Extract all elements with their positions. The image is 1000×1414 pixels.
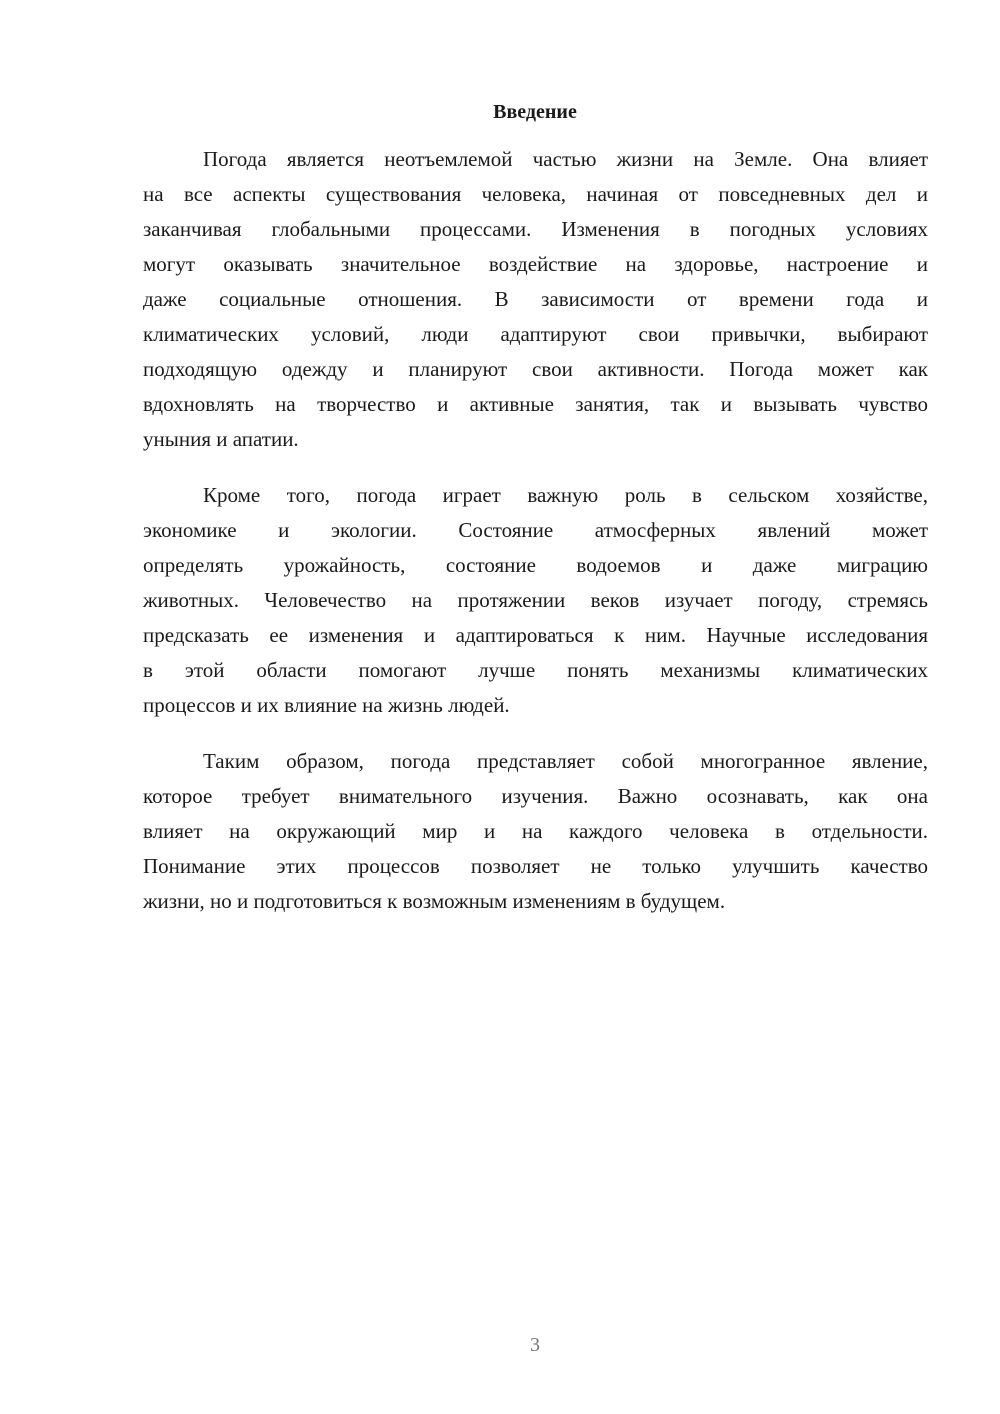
text-line: подходящую одежду и планируют свои активности. Погода может как (143, 357, 928, 381)
text-line: Погода является неотъемлемой частью жизни на Земле. Она влияет (203, 147, 928, 171)
text-line: могут оказывать значительное воздействие на здоровье, настроение и (143, 252, 928, 276)
page-number: 3 (530, 1334, 540, 1356)
text-line: процессов и их влияние на жизнь людей. (143, 693, 510, 717)
text-line: вдохновлять на творчество и активные занятия, так и вызывать чувство (143, 392, 928, 416)
text-line: влияет на окружающий мир и на каждого человека в отдельности. (143, 819, 928, 843)
document-body (143, 142, 928, 919)
text-line: на все аспекты существования человека, начиная от повседневных дел и (143, 182, 928, 206)
paragraph (143, 478, 928, 723)
paragraph (143, 142, 928, 457)
text-line: которое требует внимательного изучения. Важно осознавать, как она (143, 784, 928, 808)
text-line: экономике и экологии. Состояние атмосферных явлений может (143, 518, 928, 542)
text-line: уныния и апатии. (143, 427, 299, 451)
text-line: Кроме того, погода играет важную роль в сельском хозяйстве, (203, 483, 928, 507)
text-line: жизни, но и подготовиться к возможным изменениям в будущем. (143, 889, 726, 913)
text-line: Понимание этих процессов позволяет не только улучшить качество (143, 854, 928, 878)
section-title: Введение (493, 101, 577, 123)
paragraph (143, 744, 928, 919)
text-line: определять урожайность, состояние водоемов и даже миграцию (143, 553, 928, 577)
text-line: даже социальные отношения. В зависимости от времени года и (143, 287, 928, 311)
text-line: в этой области помогают лучше понять механизмы климатических (143, 658, 928, 682)
text-line: животных. Человечество на протяжении веков изучает погоду, стремясь (143, 588, 928, 612)
text-line: предсказать ее изменения и адаптироваться к ним. Научные исследования (143, 623, 928, 647)
text-line: заканчивая глобальными процессами. Изменения в погодных условиях (143, 217, 928, 241)
text-line: Таким образом, погода представляет собой многогранное явление, (203, 749, 928, 773)
text-line: климатических условий, люди адаптируют свои привычки, выбирают (143, 322, 928, 346)
